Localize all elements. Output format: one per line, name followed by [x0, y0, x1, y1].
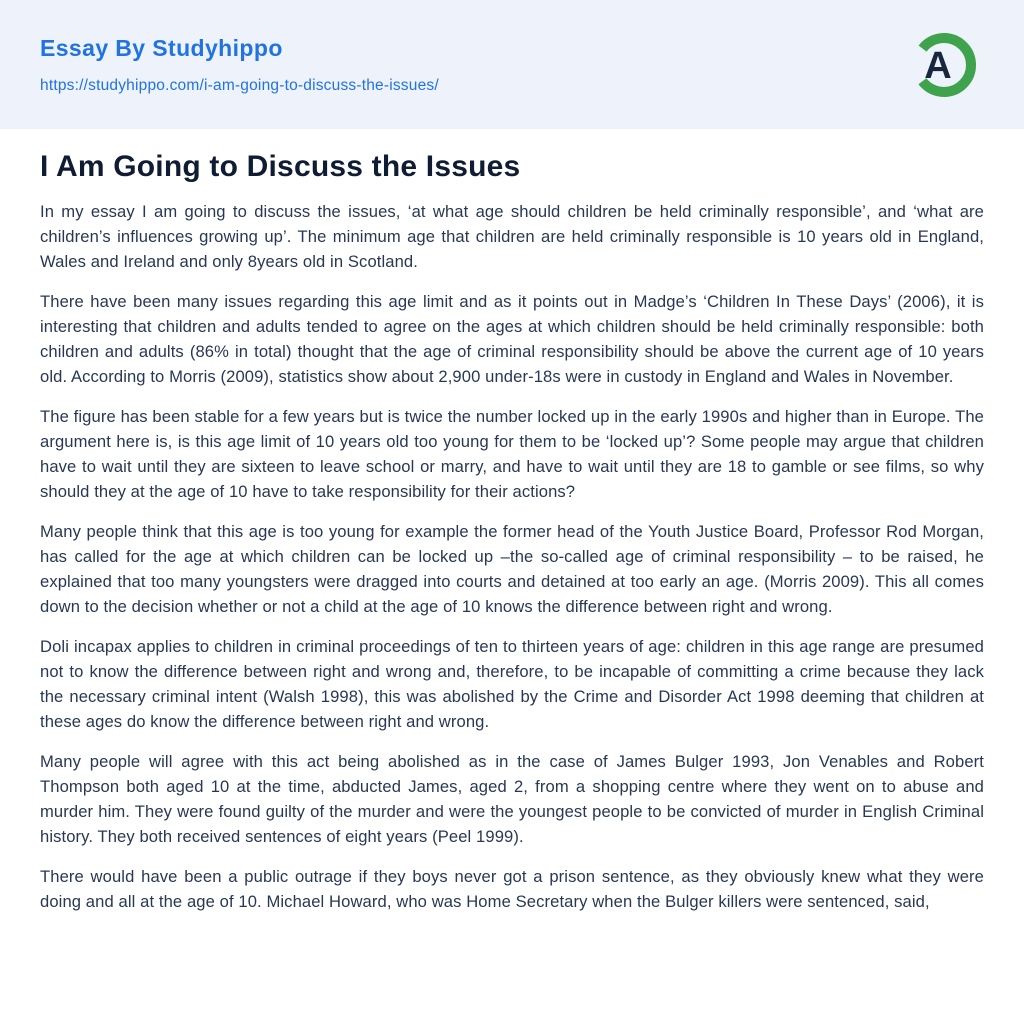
essay-paragraph-4: Many people think that this age is too young for example the former head of the Youth Justice Board, Professor Rod Morgan, has called for the age at which children can be locked up –the so-called age of criminal responsibility – to be raised, he explained that too many youngsters were dragged into courts and detained at too early an age. (Morris 2009). This all comes down to the decision whether or not a child at the age of 10 knows the difference between right and wrong.	[40, 522, 984, 616]
essay-paragraph-1: In my essay I am going to discuss the issues, ‘at what age should children be held criminally responsible’, and ‘what are children’s influences growing up’. The minimum age that children are held criminally responsible is 10 years old in England, Wales and Ireland and only 8years old in Scotland.	[40, 202, 984, 271]
logo-letter: A	[924, 44, 952, 87]
site-title: Essay By Studyhippo	[40, 34, 283, 61]
source-url-link[interactable]: https://studyhippo.com/i-am-going-to-discuss-the-issues/	[40, 76, 439, 94]
essay-paragraph-2: There have been many issues regarding this age limit and as it points out in Madge’s ‘Children In These Days’ (2006), it is interesting that children and adults tended to agree on the ages at which children should be held criminally responsible: both children and adults (86% in total) thought that the age of criminal responsibility should be above the current age of 10 years old. According to Morris (2009), statistics show about 2,900 under-18s were in custody in England and Wales in November.	[40, 292, 984, 386]
site-header	[0, 0, 1024, 129]
essay-body	[40, 199, 984, 914]
studyhippo-logo-icon	[910, 31, 978, 99]
essay-paragraph-5: Doli incapax applies to children in criminal proceedings of ten to thirteen years of age: children in this age range are presumed not to know the difference between right and wrong and, therefore, to be incapable of committing a crime because they lack the necessary criminal intent (Walsh 1998), this was abolished by the Crime and Disorder Act 1998 deeming that children at these ages do know the difference between right and wrong.	[40, 637, 984, 731]
essay-paragraph-3: The figure has been stable for a few years but is twice the number locked up in the early 1990s and higher than in Europe. The argument here is, is this age limit of 10 years old too young for them to be ‘locked up’? Some people may argue that children have to wait until they are sixteen to leave school or marry, and have to wait until they are 18 to gamble or see films, so why should they at the age of 10 have to take responsibility for their actions?	[40, 407, 984, 501]
essay-paragraph-6: Many people will agree with this act being abolished as in the case of James Bulger 1993, Jon Venables and Robert Thompson both aged 10 at the time, abducted James, aged 2, from a shopping centre where they went on to abuse and murder him. They were found guilty of the murder and were the youngest people to be convicted of murder in English Criminal history. They both received sentences of eight years (Peel 1999).	[40, 752, 984, 846]
essay-content	[0, 129, 1024, 914]
header-text-block	[40, 35, 439, 95]
essay-paragraph-7: There would have been a public outrage if they boys never got a prison sentence, as they obviously knew what they were doing and all at the age of 10. Michael Howard, who was Home Secretary when the Bulger killers were sentenced, said,	[40, 867, 984, 911]
essay-title: I Am Going to Discuss the Issues	[40, 150, 521, 183]
